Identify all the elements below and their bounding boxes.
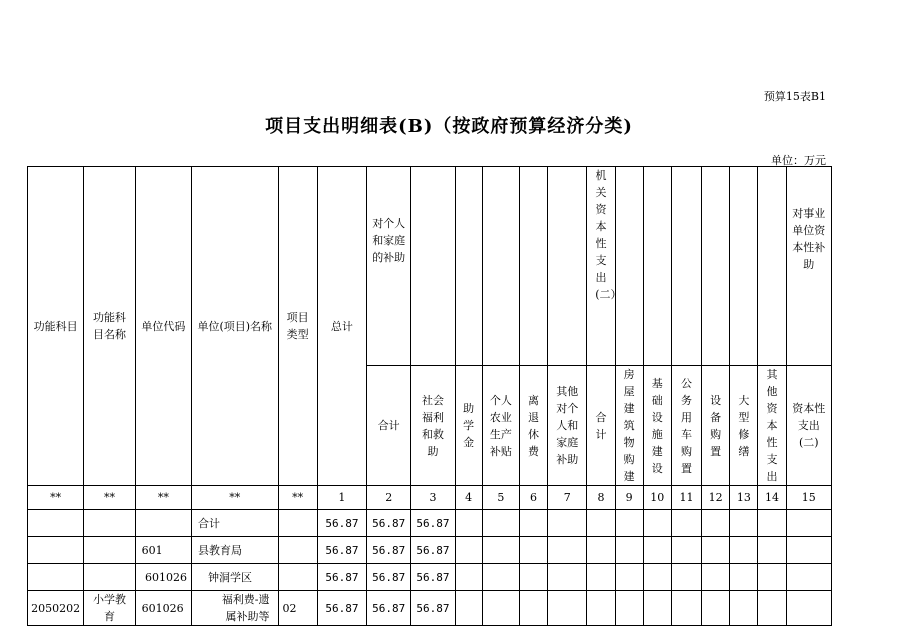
table-cell [84, 537, 135, 564]
header-group-enterprise: 对事业单位资本性补助 [786, 167, 831, 366]
index-cell: 2 [367, 486, 411, 510]
header-unit-name: 单位(项目)名称 [192, 167, 279, 486]
table-cell [519, 510, 547, 537]
table-cell [702, 537, 730, 564]
header-blank [482, 167, 519, 366]
table-cell [786, 510, 831, 537]
table-cell [548, 591, 587, 626]
header-sub-welfare: 社会福利和救助 [411, 366, 455, 486]
table-cell [548, 537, 587, 564]
table-cell [730, 591, 758, 626]
header-sub-personal-total: 合计 [367, 366, 411, 486]
header-sub-equipment: 设备购置 [702, 366, 730, 486]
table-cell: 56.87 [367, 564, 411, 591]
table-cell [548, 564, 587, 591]
table-cell [455, 510, 482, 537]
header-sub-other-personal: 其他对个人和家庭补助 [548, 366, 587, 486]
table-cell [548, 510, 587, 537]
table-cell [135, 510, 191, 537]
index-cell: 4 [455, 486, 482, 510]
table-cell [786, 591, 831, 626]
table-cell [758, 564, 786, 591]
index-cell: 7 [548, 486, 587, 510]
table-cell [278, 564, 317, 591]
table-cell [702, 564, 730, 591]
header-sub-infrastructure: 基础设施建设 [643, 366, 671, 486]
index-cell: 10 [643, 486, 671, 510]
table-cell: 2050202 [28, 591, 84, 626]
table-cell [482, 510, 519, 537]
header-sub-retirement: 离退休费 [519, 366, 547, 486]
table-row [28, 591, 832, 626]
header-sub-building: 房屋建筑物购建 [615, 366, 643, 486]
table-cell [730, 510, 758, 537]
table-cell: 56.87 [367, 537, 411, 564]
table-cell [615, 591, 643, 626]
header-sub-capital-two: 资本性支出(二) [786, 366, 831, 486]
table-cell [786, 564, 831, 591]
budget-table [27, 166, 832, 626]
index-cell: 6 [519, 486, 547, 510]
table-cell [702, 510, 730, 537]
index-cell: 14 [758, 486, 786, 510]
table-cell [278, 510, 317, 537]
table-cell [758, 591, 786, 626]
table-cell [671, 591, 701, 626]
table-cell [455, 591, 482, 626]
table-cell: 601026 [135, 564, 191, 591]
header-blank [643, 167, 671, 366]
table-cell [84, 510, 135, 537]
table-cell: 小学教育 [84, 591, 135, 626]
table-cell [786, 537, 831, 564]
table-cell [730, 564, 758, 591]
header-total: 总计 [317, 167, 366, 486]
table-cell [615, 564, 643, 591]
table-cell: 福利费-遗属补助等 [192, 591, 279, 626]
table-cell [278, 537, 317, 564]
table-cell [519, 537, 547, 564]
index-cell: ** [84, 486, 135, 510]
index-row [28, 486, 832, 510]
header-func-code: 功能科目 [28, 167, 84, 486]
header-blank [730, 167, 758, 366]
table-cell [519, 591, 547, 626]
header-sub-scholarship: 助学金 [455, 366, 482, 486]
table-cell [643, 564, 671, 591]
header-func-name: 功能科目名称 [84, 167, 135, 486]
header-sub-vehicle: 公务用车购置 [671, 366, 701, 486]
index-cell: ** [192, 486, 279, 510]
table-cell [671, 564, 701, 591]
table-cell [84, 564, 135, 591]
table-cell: 56.87 [411, 591, 455, 626]
table-cell [587, 564, 615, 591]
table-cell [482, 591, 519, 626]
header-sub-repair: 大型修缮 [730, 366, 758, 486]
table-cell [758, 510, 786, 537]
table-cell [28, 564, 84, 591]
table-cell: 56.87 [317, 591, 366, 626]
header-group-personal: 对个人和家庭的补助 [367, 167, 411, 366]
table-cell: 56.87 [367, 591, 411, 626]
table-cell [671, 510, 701, 537]
table-cell: 56.87 [317, 564, 366, 591]
table-row [28, 537, 832, 564]
page-title: 项目支出明细表(B)（按政府预算经济分类) [265, 116, 633, 137]
header-proj-type: 项目类型 [278, 167, 317, 486]
index-cell: 8 [587, 486, 615, 510]
table-cell: 601 [135, 537, 191, 564]
header-blank [519, 167, 547, 366]
index-cell: 5 [482, 486, 519, 510]
table-cell [28, 510, 84, 537]
table-cell [482, 537, 519, 564]
table-cell: 56.87 [411, 510, 455, 537]
table-cell: 601026 [135, 591, 191, 626]
header-blank [758, 167, 786, 366]
table-row [28, 564, 832, 591]
table-cell [482, 564, 519, 591]
table-cell: 56.87 [411, 564, 455, 591]
table-cell [702, 591, 730, 626]
table-cell: 02 [278, 591, 317, 626]
index-cell: 13 [730, 486, 758, 510]
index-cell: 15 [786, 486, 831, 510]
table-cell [671, 537, 701, 564]
table-cell [519, 564, 547, 591]
header-blank [615, 167, 643, 366]
header-blank [671, 167, 701, 366]
index-cell: ** [278, 486, 317, 510]
table-cell [758, 537, 786, 564]
table-cell: 县教育局 [192, 537, 279, 564]
table-cell: 56.87 [317, 537, 366, 564]
header-group-capital: 机关资本性支出(二） [587, 167, 615, 366]
table-cell [28, 537, 84, 564]
header-sub-capital-total: 合计 [587, 366, 615, 486]
table-cell [587, 537, 615, 564]
table-cell [455, 564, 482, 591]
table-cell: 56.87 [367, 510, 411, 537]
table-cell [730, 537, 758, 564]
table-cell [587, 591, 615, 626]
index-cell: ** [28, 486, 84, 510]
table-cell: 合计 [192, 510, 279, 537]
index-cell: 11 [671, 486, 701, 510]
table-cell: 56.87 [317, 510, 366, 537]
index-cell: 1 [317, 486, 366, 510]
header-blank [455, 167, 482, 366]
table-cell [643, 591, 671, 626]
header-blank [411, 167, 455, 366]
unit-label: 单位：万元 [771, 154, 826, 167]
header-blank [548, 167, 587, 366]
index-cell: 3 [411, 486, 455, 510]
header-sub-other-capital: 其他资本性支出 [758, 366, 786, 486]
table-cell: 56.87 [411, 537, 455, 564]
index-cell: 9 [615, 486, 643, 510]
table-cell [615, 510, 643, 537]
index-cell: 12 [702, 486, 730, 510]
table-row [28, 510, 832, 537]
header-blank [702, 167, 730, 366]
table-cell [643, 537, 671, 564]
header-unit-code: 单位代码 [135, 167, 191, 486]
table-cell [587, 510, 615, 537]
header-sub-farm-subsidy: 个人农业生产补贴 [482, 366, 519, 486]
table-cell: 钟洞学区 [192, 564, 279, 591]
form-code: 预算15表B1 [763, 90, 826, 103]
table-cell [643, 510, 671, 537]
table-cell [615, 537, 643, 564]
index-cell: ** [135, 486, 191, 510]
table-cell [455, 537, 482, 564]
